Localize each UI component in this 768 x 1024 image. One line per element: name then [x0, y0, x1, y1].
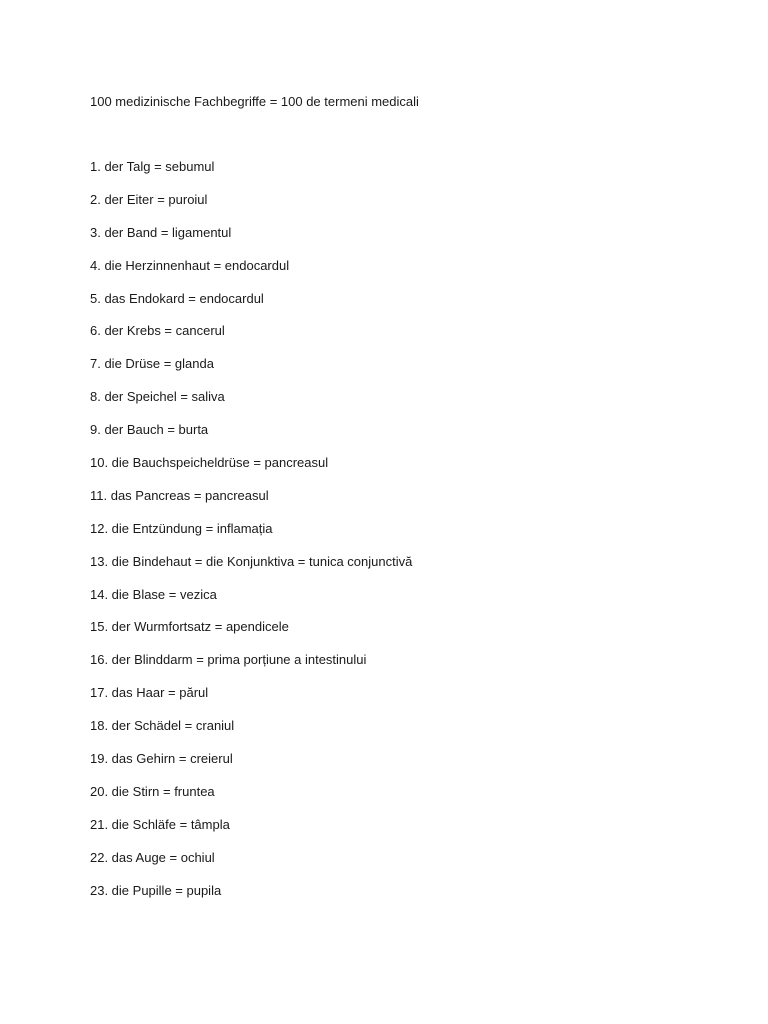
list-item: 6. der Krebs = cancerul: [90, 323, 225, 339]
list-item: 9. der Bauch = burta: [90, 422, 209, 438]
list-item: 20. die Stirn = fruntea: [90, 783, 215, 799]
document-title: 100 medizinische Fachbegriffe = 100 de termeni medicali: [90, 94, 419, 109]
list-item: 19. das Gehirn = creierul: [90, 751, 233, 767]
list-item: 3. der Band = ligamentul: [90, 224, 232, 240]
list-item: 16. der Blinddarm = prima porțiune a intestinului: [90, 652, 367, 668]
list-item: 13. die Bindehaut = die Konjunktiva = tunica conjunctivă: [90, 553, 413, 569]
list-item: 2. der Eiter = puroiul: [90, 191, 208, 207]
list-item: 14. die Blase = vezica: [90, 586, 217, 602]
list-item: 10. die Bauchspeicheldrüse = pancreasul: [90, 455, 329, 471]
list-item: 18. der Schädel = craniul: [90, 718, 235, 734]
list-item: 12. die Entzündung = inflamația: [90, 520, 273, 536]
list-item: 8. der Speichel = saliva: [90, 389, 225, 405]
list-item: 7. die Drüse = glanda: [90, 356, 214, 372]
list-item: 23. die Pupille = pupila: [90, 882, 222, 898]
term-list: [90, 158, 412, 914]
list-item: 4. die Herzinnenhaut = endocardul: [90, 257, 290, 273]
list-item: 1. der Talg = sebumul: [90, 159, 215, 174]
list-item: 21. die Schläfe = tâmpla: [90, 816, 230, 832]
list-item: 17. das Haar = părul: [90, 685, 209, 701]
list-item: 11. das Pancreas = pancreasul: [90, 487, 269, 503]
list-item: 15. der Wurmfortsatz = apendicele: [90, 619, 289, 635]
list-item: 22. das Auge = ochiul: [90, 849, 215, 865]
list-item: 5. das Endokard = endocardul: [90, 290, 264, 306]
